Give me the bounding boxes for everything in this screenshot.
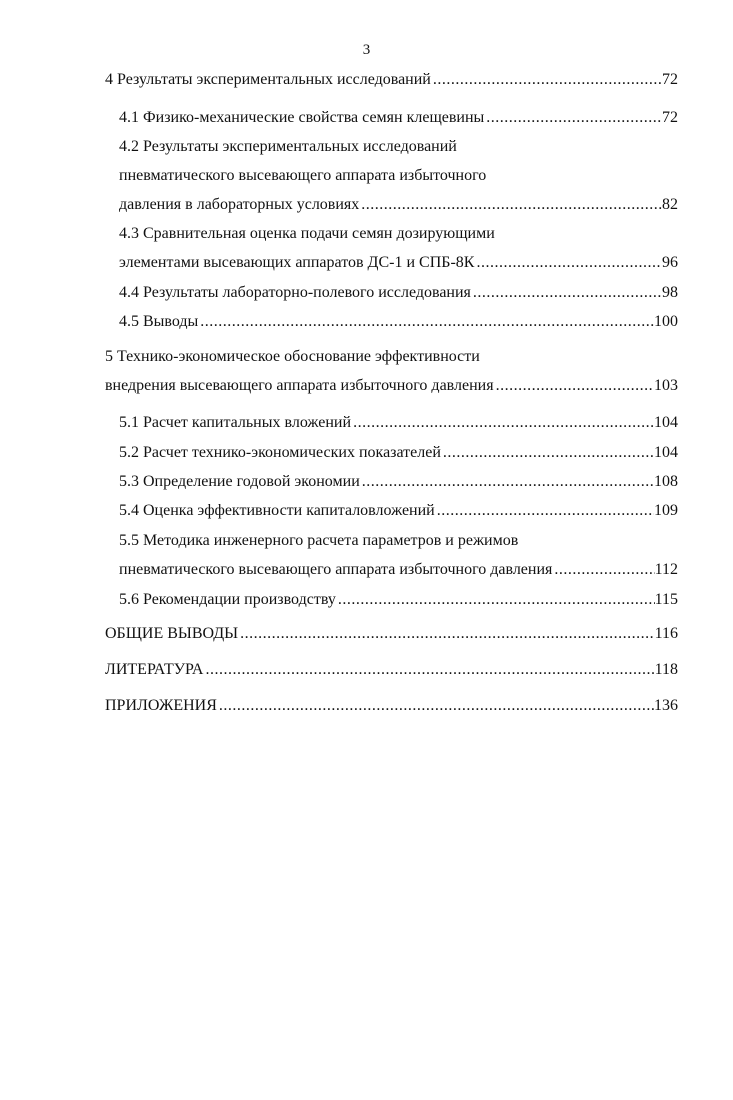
toc-entry-title: внедрения высевающего аппарата избыточного давления [105,377,494,394]
toc-entry-page: 104 [654,414,678,431]
dot-leader [441,441,654,465]
toc-entry-section-4-4 [119,281,678,305]
toc-entry-page: 96 [662,254,678,271]
dot-leader [360,470,654,494]
toc-entry-conclusions [105,622,678,646]
toc-entry-chapter-5-line-1: 5 Технико-экономическое обоснование эффективности [105,348,480,365]
toc-entry-title: 5.2 Расчет технико-экономических показателей [119,444,441,461]
toc-entry-page: 100 [654,313,678,330]
toc-entry-appendices [105,694,678,718]
dot-leader [552,558,654,582]
dot-leader [351,411,654,435]
toc-entry-title: давления в лабораторных условиях [119,196,360,213]
toc-entry-section-4-3-line-1: 4.3 Сравнительная оценка подачи семян дозирующими [119,225,495,242]
toc-entry-title: 4.5 Выводы [119,313,199,330]
toc-entry-chapter-4 [105,68,678,92]
toc-entry-page: 109 [654,502,678,519]
dot-leader [203,658,654,682]
toc-entry-section-5-5-line-1: 5.5 Методика инженерного расчета параметров и режимов [119,532,519,549]
dot-leader [217,694,654,718]
dot-leader [435,499,654,523]
dot-leader [494,374,654,398]
toc-entry-section-4-3 [119,251,678,275]
toc-entry-title: 5.3 Определение годовой экономии [119,473,360,490]
dot-leader [471,281,662,305]
toc-entry-section-4-2-line-2: пневматического высевающего аппарата избыточного [119,167,487,184]
toc-entry-section-5-3 [119,470,678,494]
toc-entry-page: 115 [654,591,678,608]
toc-entry-page: 103 [654,377,678,394]
toc-entry-title: ПРИЛОЖЕНИЯ [105,697,217,714]
toc-entry-page: 136 [654,697,678,714]
toc-entry-section-5-6 [119,588,678,612]
toc-entry-section-4-2 [119,193,678,217]
toc-entry-title: 4 Результаты экспериментальных исследований [105,71,431,88]
toc-entry-section-5-5 [119,558,678,582]
toc-entry-chapter-5 [105,374,678,398]
toc-entry-page: 112 [654,561,678,578]
toc-entry-title: ОБЩИЕ ВЫВОДЫ [105,625,239,642]
toc-entry-page: 82 [662,196,678,213]
toc-entry-page: 108 [654,473,678,490]
toc-entry-section-4-2-line-1: 4.2 Результаты экспериментальных исследований [119,138,457,155]
toc-entry-title: 5.6 Рекомендации производству [119,591,336,608]
toc-entry-page: 72 [662,109,678,126]
dot-leader [336,588,655,612]
toc-entry-page: 116 [654,625,678,642]
toc-entry-title: 5.4 Оценка эффективности капиталовложений [119,502,435,519]
toc-entry-title: пневматического высевающего аппарата избыточного давления [119,561,553,578]
page-number: 3 [362,42,371,58]
toc-entry-section-4-5 [119,310,678,334]
toc-entry-title: элементами высевающих аппаратов ДС-1 и СПБ-8К [119,254,475,271]
dot-leader [238,622,654,646]
toc-entry-page: 118 [654,661,678,678]
toc-entry-section-4-1 [119,106,678,130]
toc-entry-page: 72 [662,71,678,88]
dot-leader [431,68,662,92]
toc-entry-title: ЛИТЕРАТУРА [105,661,204,678]
dot-leader [474,251,662,275]
toc-entry-literature [105,658,678,682]
toc-entry-title: 4.4 Результаты лабораторно-полевого исследования [119,284,471,301]
toc-entry-section-5-1 [119,411,678,435]
dot-leader [359,193,662,217]
dot-leader [198,310,654,334]
toc-entry-title: 4.1 Физико-механические свойства семян клещевины [119,109,485,126]
toc-entry-section-5-4 [119,499,678,523]
toc-entry-title: 5.1 Расчет капитальных вложений [119,414,352,431]
dot-leader [484,106,662,130]
toc-entry-page: 104 [654,444,678,461]
toc-entry-section-5-2 [119,441,678,465]
toc-entry-page: 98 [662,284,678,301]
